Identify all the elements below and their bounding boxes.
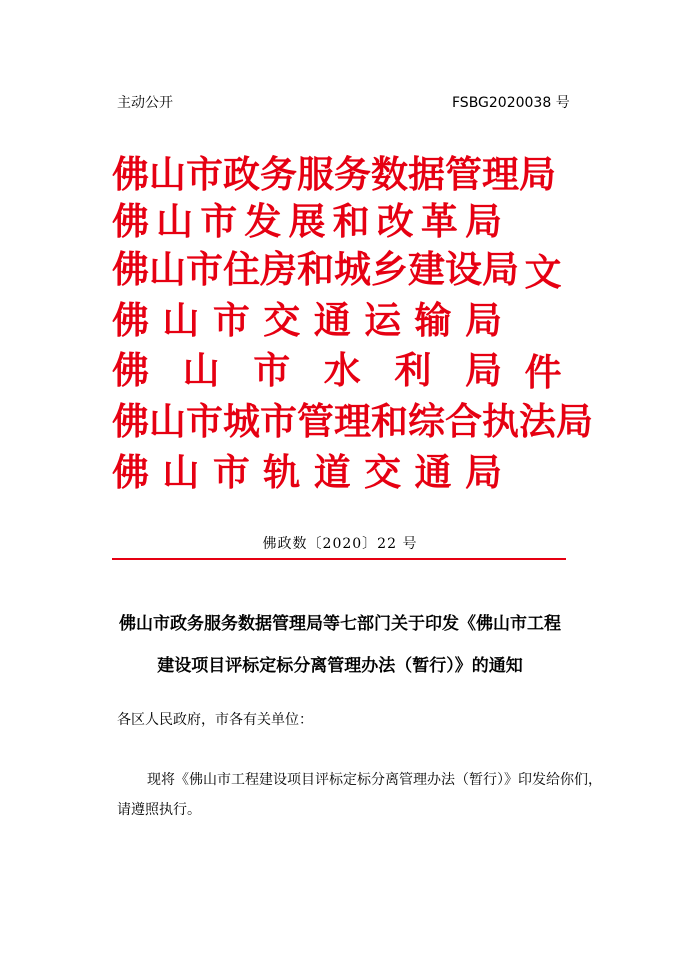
agency-char: 山 [162,298,200,342]
serial-code: FSBG2020038 号 [452,95,570,111]
agency-char: 和 [297,247,334,291]
agency-char: 务 [334,152,371,196]
agency-char: 山 [149,247,186,291]
agency-line [112,152,556,196]
agency-char: 城 [223,399,260,443]
agency-char: 局 [556,399,593,443]
agency-char: 房 [260,247,297,291]
agency-char: 革 [420,199,458,243]
agency-char: 市 [253,348,291,392]
body-paragraph-line-2: 请遵照执行。 [117,802,201,818]
agency-char: 佛 [112,450,149,494]
red-divider-line [112,558,566,560]
disclosure-label: 主动公开 [117,95,173,111]
agency-char: 设 [445,247,482,291]
notice-title-line-1: 佛山市政务服务数据管理局等七部门关于印发《佛山市工程 [119,614,561,634]
agency-line [112,348,502,392]
agency-char: 局 [464,348,502,392]
agency-char: 城 [334,247,371,291]
agency-char: 佛 [112,348,149,392]
agency-char: 乡 [371,247,408,291]
agency-char: 管 [297,399,334,443]
agency-char: 轨 [263,450,301,494]
document-number: 佛政数〔2020〕22 号 [262,536,418,552]
agency-line [112,247,519,291]
agency-char: 务 [260,152,297,196]
agency-char: 水 [323,348,361,392]
agency-char: 市 [260,399,297,443]
agency-char: 改 [376,199,414,243]
doc-type-char-wen: 文 [524,250,562,294]
agency-char: 服 [297,152,334,196]
agency-char: 市 [186,399,223,443]
agency-char: 局 [519,152,556,196]
agency-char: 综 [408,399,445,443]
agency-char: 道 [313,450,351,494]
agency-char: 政 [223,152,260,196]
agency-char: 建 [408,247,445,291]
agency-char: 局 [482,247,519,291]
agency-char: 市 [186,152,223,196]
agency-char: 山 [182,348,220,392]
agency-char: 通 [313,298,351,342]
agency-char: 山 [149,399,186,443]
agency-char: 住 [223,247,260,291]
agency-char: 展 [288,199,326,243]
agency-char: 法 [519,399,556,443]
agency-char: 理 [334,399,371,443]
agency-char: 据 [408,152,445,196]
agency-char: 通 [414,450,452,494]
agency-char: 发 [244,199,282,243]
agency-char: 执 [482,399,519,443]
agency-char: 理 [482,152,519,196]
agency-char: 山 [149,152,186,196]
agency-char: 数 [371,152,408,196]
agency-line [112,199,502,243]
agency-char: 佛 [112,399,149,443]
agency-line [112,298,502,342]
agency-char: 市 [212,298,250,342]
salutation: 各区人民政府，市各有关单位： [117,712,313,728]
agency-char: 山 [162,450,200,494]
agency-char: 市 [200,199,238,243]
agency-char: 佛 [112,298,149,342]
agency-char: 输 [414,298,452,342]
agency-char: 山 [156,199,194,243]
agency-line [112,450,502,494]
agency-char: 交 [364,450,402,494]
doc-type-char-jian: 件 [524,350,562,394]
agency-line [112,399,593,443]
agency-char: 合 [445,399,482,443]
agency-char: 运 [364,298,402,342]
agency-char: 和 [371,399,408,443]
agency-char: 佛 [112,199,149,243]
agency-char: 交 [263,298,301,342]
notice-title-line-2: 建设项目评标定标分离管理办法（暂行）》的通知 [157,656,523,676]
agency-char: 佛 [112,247,149,291]
agency-char: 市 [186,247,223,291]
agency-char: 市 [212,450,250,494]
agency-char: 局 [465,199,502,243]
agency-char: 和 [332,199,370,243]
body-paragraph-line-1: 现将《佛山市工程建设项目评标定标分离管理办法（暂行）》印发给你们， [147,772,602,788]
agency-char: 佛 [112,152,149,196]
agency-char: 利 [394,348,432,392]
agency-char: 管 [445,152,482,196]
agency-char: 局 [464,298,502,342]
agency-char: 局 [464,450,502,494]
